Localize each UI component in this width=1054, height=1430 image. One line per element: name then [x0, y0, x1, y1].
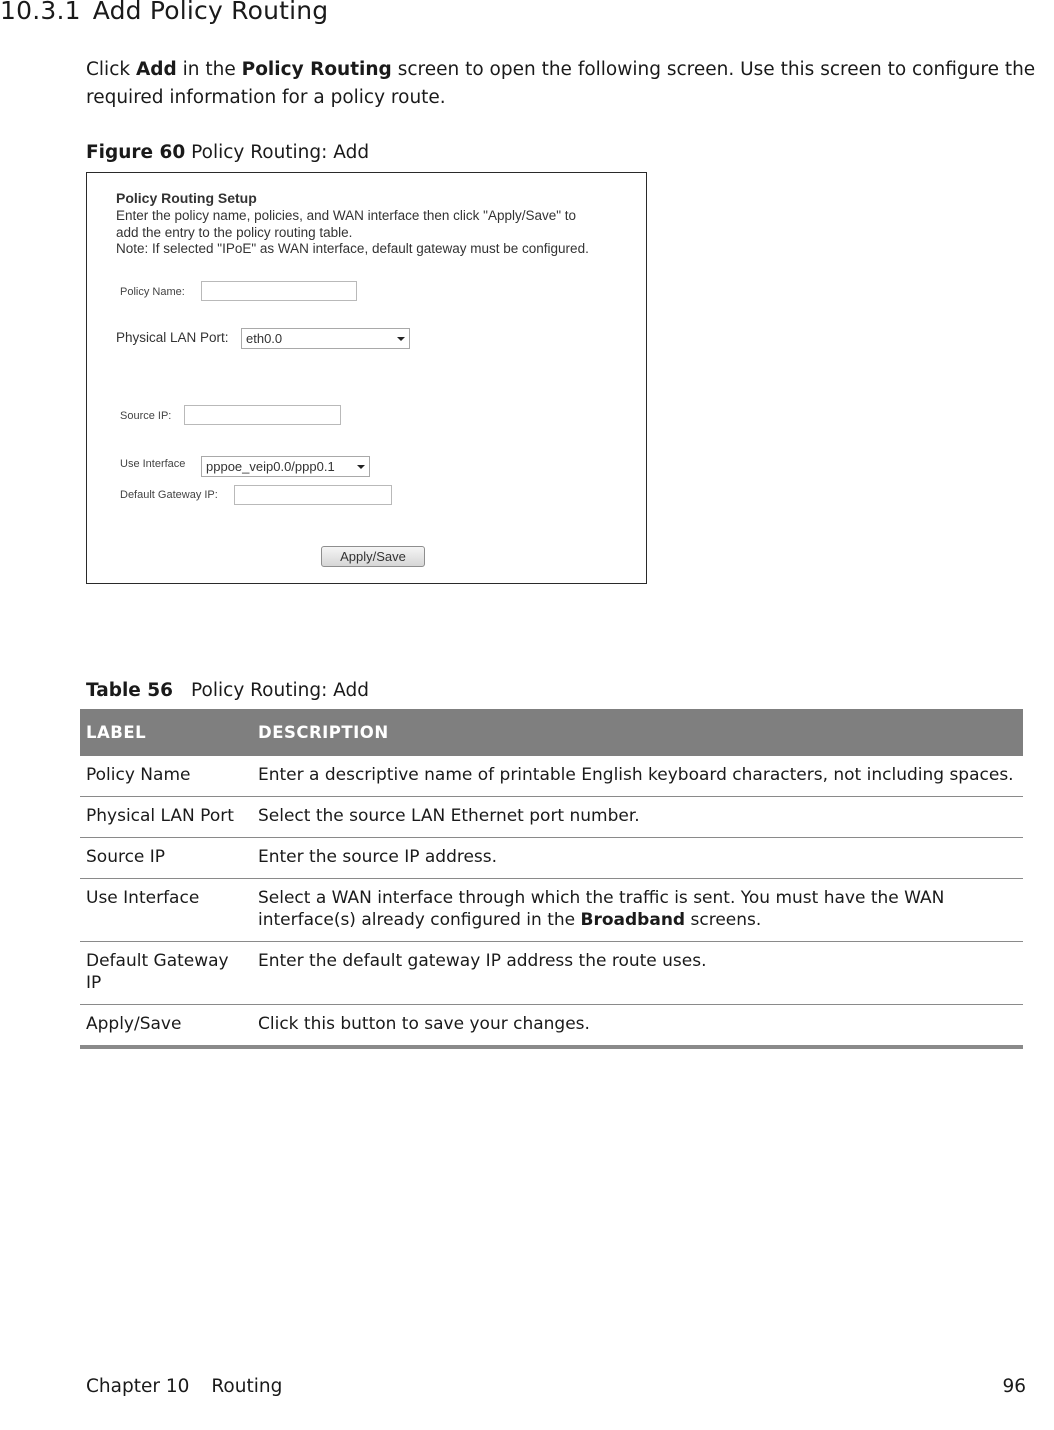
row-label: Default Gateway IP [80, 942, 252, 1005]
row-label: Policy Name [80, 756, 252, 797]
description-bold: Broadband [580, 910, 686, 930]
table-caption [86, 680, 369, 701]
table-header-row [80, 709, 1023, 756]
row-label: Use Interface [80, 879, 252, 942]
section-number: 10.3.1 [0, 0, 81, 25]
page-footer-chapter [86, 1376, 282, 1397]
intro-bold-add: Add [135, 59, 177, 80]
row-description: Enter a descriptive name of printable English keyboard characters, not including spaces. [252, 756, 1023, 797]
figure-caption-text: Policy Routing: Add [185, 142, 370, 163]
instruction-note: Note: If selected "IPoE" as WAN interface, default gateway must be configured. [116, 241, 589, 256]
chevron-down-icon [357, 465, 365, 469]
row-label: Source IP [80, 838, 252, 879]
screen-title: Policy Routing Setup [116, 190, 257, 206]
header-label: LABEL [80, 709, 252, 756]
table-row [80, 942, 1023, 1005]
table-row [80, 756, 1023, 797]
row-description: Select the source LAN Ethernet port number. [252, 797, 1023, 838]
instruction-line: Enter the policy name, policies, and WAN interface then click "Apply/Save" to [116, 208, 577, 223]
figure-caption [86, 142, 369, 163]
screen-instructions [116, 208, 636, 258]
use-interface-select[interactable] [201, 456, 370, 477]
section-title: Add Policy Routing [92, 0, 329, 25]
row-label: Physical LAN Port [80, 797, 252, 838]
table-label: Table 56 [86, 680, 174, 701]
use-interface-label: Use Interface [120, 458, 186, 470]
table-row [80, 879, 1023, 942]
source-ip-label: Source IP: [120, 410, 172, 422]
figure-label: Figure 60 [86, 142, 186, 163]
description-text: screens. [685, 910, 762, 930]
policy-routing-table [80, 709, 1023, 1049]
lan-port-value: eth0.0 [246, 331, 283, 346]
intro-paragraph [86, 56, 1036, 112]
row-description: Enter the source IP address. [252, 838, 1023, 879]
row-label: Apply/Save [80, 1005, 252, 1048]
description-text: Select a WAN interface through which the traffic is sent. You must have the WAN interface(s) already configured in the [258, 888, 945, 930]
instruction-line: add the entry to the policy routing table. [116, 224, 353, 240]
lan-port-label: Physical LAN Port: [116, 330, 229, 345]
footer-chapter: Chapter 10 [86, 1376, 190, 1397]
use-interface-value: pppoe_veip0.0/ppp0.1 [206, 459, 335, 474]
gateway-ip-input[interactable] [234, 485, 392, 505]
source-ip-input[interactable] [184, 405, 341, 425]
footer-section: Routing [211, 1376, 283, 1397]
policy-name-label: Policy Name: [120, 286, 185, 298]
policy-name-input[interactable] [201, 281, 357, 301]
table-caption-text: Policy Routing: Add [191, 680, 370, 701]
table-row [80, 1005, 1023, 1048]
apply-save-button[interactable]: Apply/Save [321, 546, 425, 567]
table-row [80, 797, 1023, 838]
table-row [80, 838, 1023, 879]
intro-bold-policy-routing: Policy Routing [241, 59, 392, 80]
row-description [252, 879, 1023, 942]
intro-text: screen to open the following screen. Use this screen to configure the required information for a policy route. [86, 59, 1036, 108]
row-description: Enter the default gateway IP address the route uses. [252, 942, 1023, 1005]
intro-text: in the [176, 59, 242, 80]
page-number: 96 [1002, 1376, 1026, 1397]
gateway-label: Default Gateway IP: [120, 489, 218, 501]
intro-text: Click [86, 59, 136, 80]
section-heading [0, 0, 328, 25]
lan-port-select[interactable] [241, 328, 410, 349]
row-description: Click this button to save your changes. [252, 1005, 1023, 1048]
header-description: DESCRIPTION [252, 709, 1023, 756]
chevron-down-icon [397, 337, 405, 341]
policy-routing-screenshot [86, 172, 647, 584]
